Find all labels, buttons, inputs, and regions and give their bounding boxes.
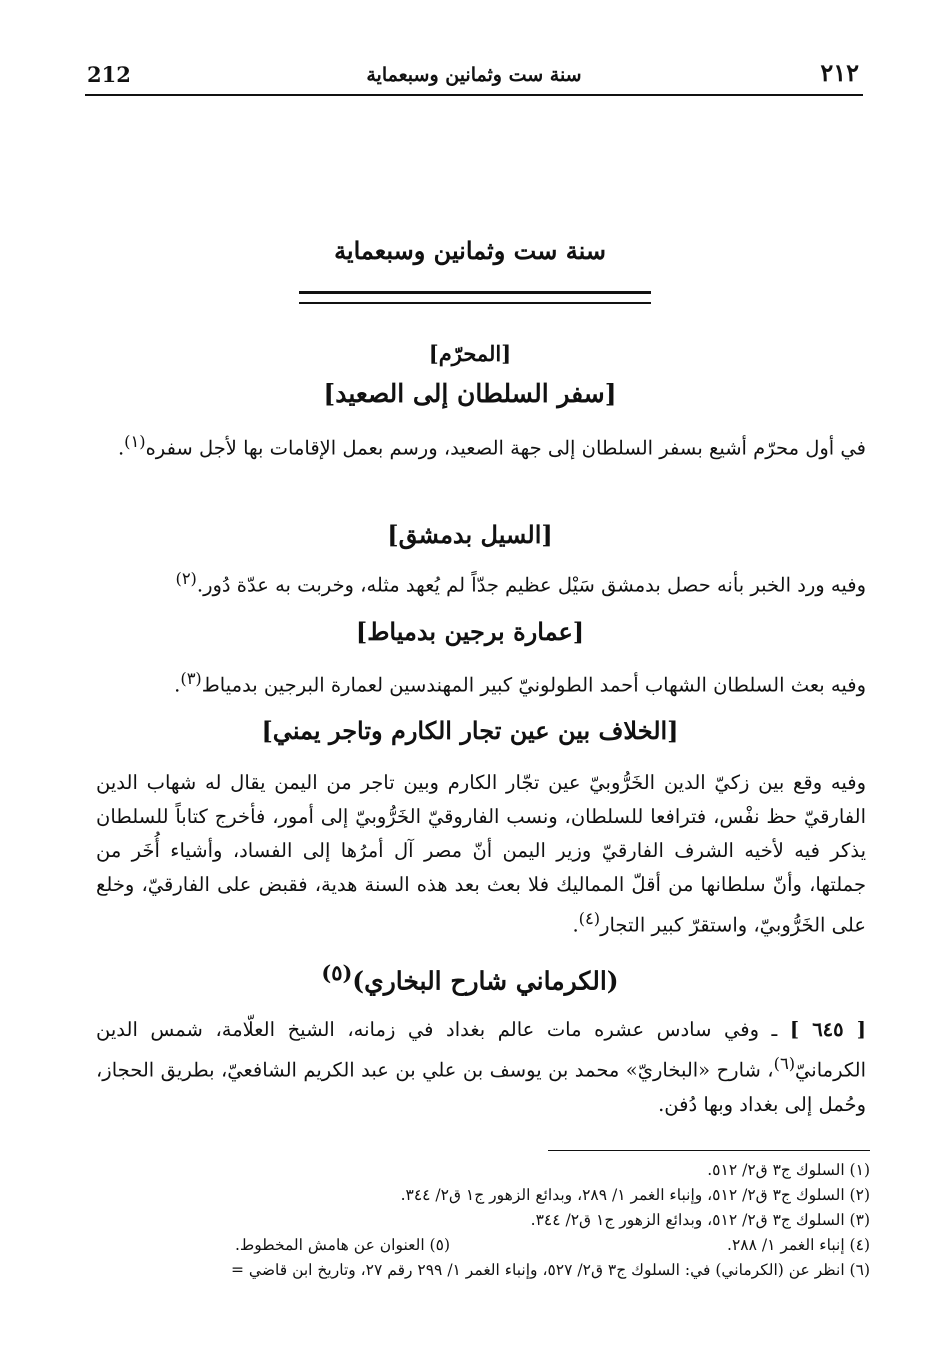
paragraph-damietta-towers [96,662,866,703]
footnote-1: (١) السلوك ج٣ ق٢/ ٥١٢. [707,1161,870,1179]
footnote-ref-6: (٦) [773,1054,796,1073]
section-heading-sultan-journey: [سفر السلطان إلى الصعيد] [323,379,617,408]
section-heading-damietta-towers: [عمارة برجين بدمياط] [355,617,585,646]
footnote-3: (٣) السلوك ج٣ ق٢/ ٥١٢، وبدائع الزهور ج١ ق٢/ ٣٤٤. [530,1211,870,1229]
footnote-ref-4: (٤) [578,909,601,928]
footnote-ref-3: (٣) [180,669,202,688]
footnote-separator [548,1150,870,1151]
footnote-2: (٢) السلوك ج٣ ق٢/ ٥١٢، وإنباء الغمر ١/ ٢٨٩، وبدائع الزهور ج١ ق٢/ ٣٤٤. [400,1186,870,1204]
page-number-arabic: ٢١٢ [820,58,859,87]
footnotes [84,1158,870,1283]
paragraph-text-continued: ، شارح «البخاريّ» محمد بن يوسف بن علي بن عبد الكريم الشافعيّ، بطريق الحجاز، وحُمل إلى بغداد وبها دُفن. [96,1058,866,1116]
running-title: سنة ست وثمانين وسبعماية [366,64,582,86]
entry-number: [ ٦٤٥ ] [789,1018,866,1041]
section-heading-damascus-flood: [السيل بدمشق] [387,520,553,549]
section-heading-kirmani [0,960,940,995]
paragraph-merchants-dispute [96,766,866,943]
year-title: سنة ست وثمانين وسبعماية [334,236,606,265]
paragraph-kirmani [96,1013,866,1122]
paragraph-damascus-flood [96,562,866,603]
footnote-4: (٤) إنباء الغمر ١/ ٢٨٨. [727,1236,870,1254]
paragraph-end: . [572,913,579,937]
paragraph-end: . [117,436,125,460]
paragraph-text: وفيه بعث السلطان الشهاب أحمد الطولونيّ كبير المهندسين لعمارة البرجين بدمياط [201,673,866,697]
page-number-latin: 212 [87,62,131,87]
footnote-ref-1: (١) [124,432,146,451]
section-heading-merchants-dispute: [الخلاف بين عين تجار الكارم وتاجر يمني] [261,716,679,745]
heading-text: (الكرماني شارح البخاري) [352,966,619,996]
paragraph-text: ـ وفي سادس عشره مات عالم بغداد في زمانه، الشيخ العلّامة، شمس الدين الكرمانيّ [96,1018,866,1082]
paragraph-text: في أول محرّم أشيع بسفر السلطان إلى جهة الصعيد، ورسم بعمل الإقامات بها لأجل سفره [145,436,866,460]
paragraph-end: . [174,673,181,697]
footnote-6: (٦) انظر عن (الكرماني) في: السلوك ج٣ ق٢/ ٥٢٧، وإنباء الغمر ١/ ٢٩٩ رقم ٢٧، وتاريخ ابن قاضي = [231,1261,870,1279]
page-header [85,58,863,96]
paragraph-text: وفيه ورد الخبر بأنه حصل بدمشق سَيْل عظيم جدّاً لم يُعهد مثله، وخربت به عدّة دُور. [196,573,866,597]
footnote-row-4-5 [84,1233,870,1258]
paragraph-text: وفيه وقع بين زكيّ الدين الخَرُّوبيّ عين تجّار الكارم وبين تاجر من اليمن يقال له شهاب الدين الفارقيّ حظ نفْس، فترافعا للسلطان، ونسب الفاروقيّ الخَرُّوبيّ إلى أمور، فأخرج كتاباً للسلطان يذكر فيه لأخيه الشرف الفارقيّ وزير اليمن أنّ مصر آل أمرُها إلى الفساد، وأشياء أُخَر من جملتها، وأنّ سلطانها من أقلّ المماليك فلا بعث بعد هذه السنة هدية، فقبض على الفارقيّ، وخلع على الخَرُّوبيّ، واستقرّ كبير التجار [96,771,866,937]
footnote-ref-2: (٢) [175,569,197,588]
footnote-ref-5: (٥) [321,960,353,985]
footnote-5: (٥) العنوان عن هامش المخطوط. [234,1236,450,1254]
title-double-rule [299,291,651,304]
month-heading: [المحرّم] [428,341,512,366]
paragraph-sultan-journey [96,425,866,466]
